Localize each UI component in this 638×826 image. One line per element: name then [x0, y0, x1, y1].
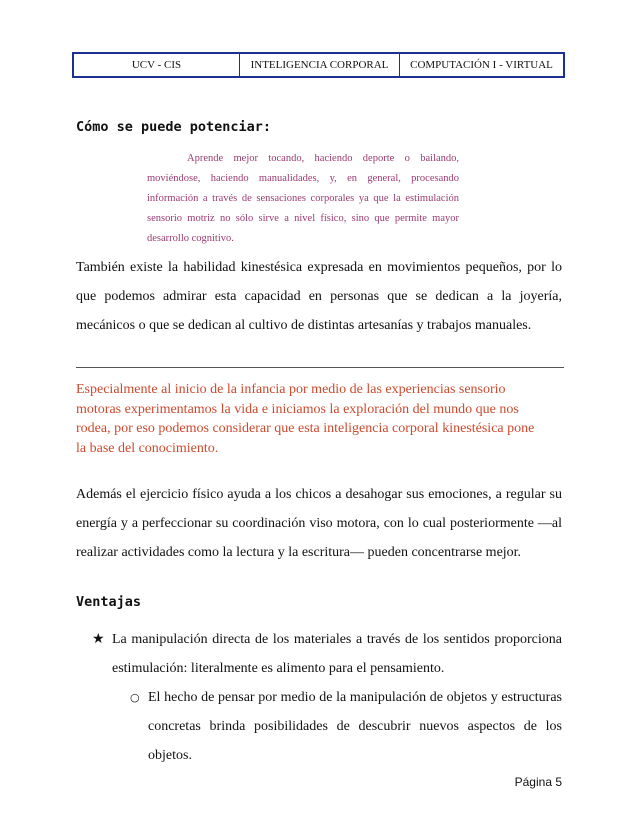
- horizontal-divider: [76, 367, 564, 368]
- paragraph-kinesthetic: También existe la habilidad kinestésica expresada en movimientos pequeños, por lo que podemos admirar esta capacidad en personas que se dedican a la joyería, mecánicos o que se dedican al cultivo de distintas artesanías y trabajos manuales.: [76, 260, 562, 333]
- paragraph-exercise: Además el ejercicio físico ayuda a los chicos a desahogar sus emociones, a regular su energía y a perfeccionar su coordinación viso motora, con lo cual posteriormente —al realizar actividades como la lectura y la escritura— pueden concentrarse mejor.: [76, 487, 562, 560]
- page-number: Página 5: [514, 775, 562, 789]
- header-cell-course: COMPUTACIÓN I - VIRTUAL: [410, 59, 553, 71]
- header-cell-institution: UCV - CIS: [74, 54, 240, 76]
- list-item-text: La manipulación directa de los materiales a través de los sentidos proporciona estimulación: literalmente es alimento para el pensamiento.: [112, 632, 562, 676]
- quote-text: Aprende mejor tocando, haciendo deporte o bailando, moviéndose, haciendo manualidades, y, en general, procesando información a través de sensaciones corporales ya que la estimulación sensorio motriz no sólo sirve a nivel físico, sino que permite mayor desarrollo cognitivo.: [147, 153, 459, 244]
- star-bullet-icon: ★: [92, 631, 105, 647]
- sub-list-item-text: El hecho de pensar por medio de la manipulación de objetos y estructuras concretas brinda posibilidades de descubrir nuevos aspectos de los objetos.: [148, 690, 562, 763]
- circle-bullet-icon: ○: [130, 691, 140, 704]
- section-heading-potenciar: Cómo se puede potenciar:: [76, 119, 272, 135]
- section-heading-ventajas: Ventajas: [76, 594, 142, 610]
- highlighted-paragraph: Especialmente al inicio de la infancia por medio de las experiencias sensorio motoras experimentamos la vida e iniciamos la exploración del mundo que nos rodea, por eso podemos considerar que esta inteligencia corporal kinestésica pone la base del conocimiento.: [76, 382, 535, 456]
- header-cell-topic: INTELIGENCIA CORPORAL: [240, 54, 400, 76]
- quote-block: [147, 149, 459, 249]
- list-item: [92, 625, 562, 683]
- header-table: [72, 52, 565, 78]
- sub-list-item: [130, 683, 562, 770]
